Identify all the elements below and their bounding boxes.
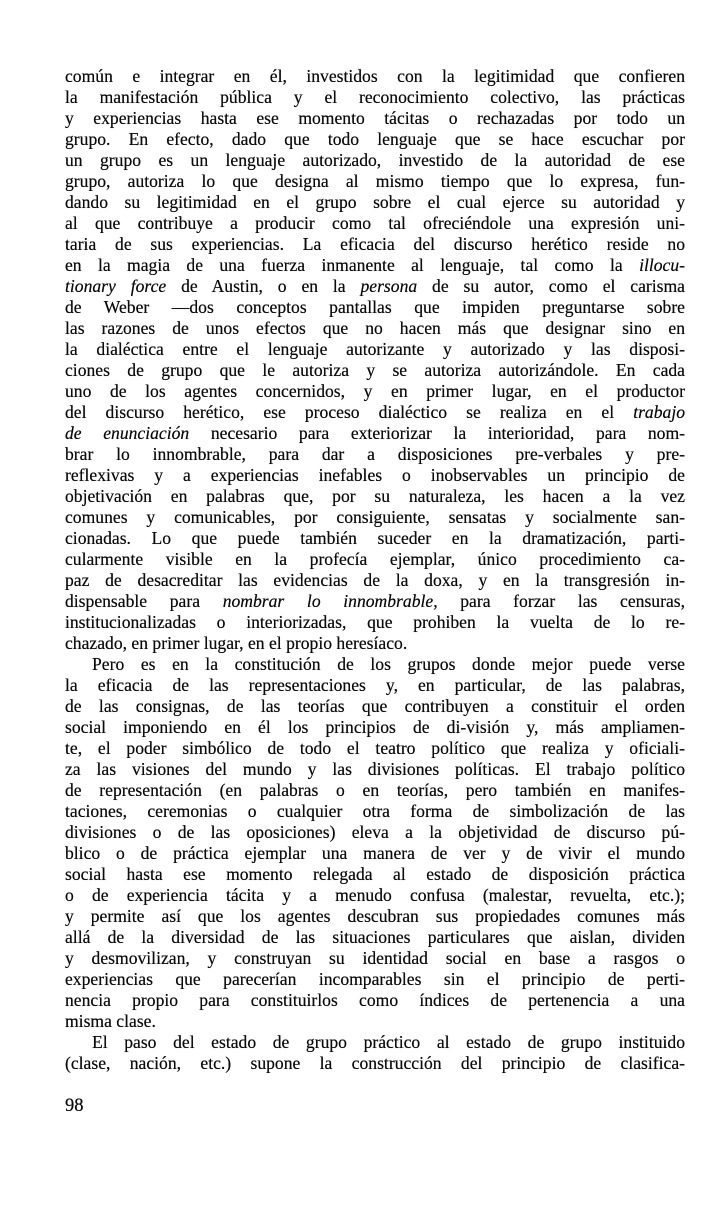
text-run: de Austin, o en la — [166, 276, 361, 296]
text-line — [65, 528, 685, 549]
text-run: uno de los agentes concernidos, y en primer lugar, en el productor — [65, 381, 685, 401]
text-line — [65, 759, 685, 780]
text-line — [65, 66, 685, 87]
text-line — [65, 339, 685, 360]
text-run: y desmovilizan, y construyan su identidad social en base a rasgos o — [65, 948, 685, 968]
text-line — [65, 255, 685, 276]
text-line — [65, 633, 685, 654]
paragraph — [65, 1032, 685, 1074]
text-run: taciones, ceremonias o cualquier otra forma de simbolización de las — [65, 801, 685, 821]
text-run: Pero es en la constitución de los grupos donde mejor puede verse — [92, 654, 685, 674]
text-line — [65, 318, 685, 339]
text-run: nencia propio para constituirlos como índices de pertenencia a una — [65, 990, 685, 1010]
italic-text-run: nombrar lo innombrable, — [222, 591, 438, 611]
text-line — [65, 171, 685, 192]
text-run: la manifestación pública y el reconocimiento colectivo, las prácticas — [65, 87, 685, 107]
text-run: las razones de unos efectos que no hacen más que designar sino en — [65, 318, 685, 338]
text-line — [65, 549, 685, 570]
text-run: de su autor, como el carisma — [417, 276, 685, 296]
text-line — [65, 822, 685, 843]
text-run: chazado, en primer lugar, en el propio heresíaco. — [65, 633, 408, 653]
text-run: un grupo es un lenguaje autorizado, investido de la autoridad de ese — [65, 150, 685, 170]
text-line — [65, 192, 685, 213]
text-run: experiencias que parecerían incomparables sin el principio de perti- — [65, 969, 685, 989]
text-run: institucionalizadas o interiorizadas, que prohiben la vuelta de lo re- — [65, 612, 685, 632]
text-run: te, el poder simbólico de todo el teatro político que realiza y oficiali- — [65, 738, 685, 758]
text-line — [65, 507, 685, 528]
text-line — [65, 360, 685, 381]
text-line — [65, 423, 685, 444]
text-line — [65, 150, 685, 171]
text-line — [65, 276, 685, 297]
italic-text-run: persona — [360, 276, 418, 296]
text-run: reflexivas y a experiencias inefables o inobservables un principio de — [65, 465, 685, 485]
text-line — [65, 297, 685, 318]
text-run: comunes y comunicables, por consiguiente, sensatas y socialmente san- — [65, 507, 685, 527]
text-line — [65, 864, 685, 885]
text-run: taria de sus experiencias. La eficacia del discurso herético reside no — [65, 234, 685, 254]
text-line — [65, 696, 685, 717]
text-run: social imponiendo en él los principios de di-visión y, más ampliamen- — [65, 717, 685, 737]
text-line — [65, 87, 685, 108]
text-run: la dialéctica entre el lenguaje autorizante y autorizado y las disposi- — [65, 339, 685, 359]
text-run: El paso del estado de grupo práctico al estado de grupo instituido — [92, 1032, 685, 1052]
text-line — [65, 1053, 685, 1074]
text-line — [65, 780, 685, 801]
text-run: dispensable para — [65, 591, 223, 611]
text-run: y experiencias hasta ese momento tácitas o rechazadas por todo un — [65, 108, 685, 128]
page-number: 98 — [65, 1096, 84, 1116]
paragraph — [65, 66, 685, 654]
text-line — [65, 213, 685, 234]
text-run: brar lo innombrable, para dar a disposiciones pre-verbales y pre- — [65, 444, 685, 464]
text-run: grupo. En efecto, dado que todo lenguaje que se hace escuchar por — [65, 129, 685, 149]
text-run: en la magia de una fuerza inmanente al lenguaje, tal como la — [65, 255, 640, 275]
text-line — [65, 444, 685, 465]
text-run: necesario para exteriorizar la interioridad, para nom- — [189, 423, 685, 443]
italic-text-run: illocu- — [639, 255, 685, 275]
page-text — [65, 66, 685, 1074]
text-run: de Weber —dos conceptos pantallas que impiden preguntarse sobre — [65, 297, 685, 317]
text-run: divisiones o de las oposiciones) eleva a la objetividad de discurso pú- — [65, 822, 685, 842]
text-line — [65, 675, 685, 696]
text-line — [65, 801, 685, 822]
text-run: dando su legitimidad en el grupo sobre el cual ejerce su autoridad y — [65, 192, 685, 212]
paragraph — [65, 654, 685, 1032]
text-line — [65, 612, 685, 633]
text-line — [65, 927, 685, 948]
text-line — [65, 1011, 685, 1032]
text-run: y permite así que los agentes descubran sus propiedades comunes más — [65, 906, 685, 926]
text-line — [65, 885, 685, 906]
text-line — [65, 969, 685, 990]
text-line — [65, 129, 685, 150]
text-line — [65, 570, 685, 591]
text-line — [65, 381, 685, 402]
text-run: social hasta ese momento relegada al estado de disposición práctica — [65, 864, 685, 884]
text-run: del discurso herético, ese proceso dialéctico se realiza en el — [65, 402, 634, 422]
text-line — [65, 486, 685, 507]
text-line — [65, 591, 685, 612]
text-line — [65, 654, 685, 675]
text-run: grupo, autoriza lo que designa al mismo tiempo que lo expresa, fun- — [65, 171, 685, 191]
text-run: de las consignas, de las teorías que contribuyen a constituir el orden — [65, 696, 685, 716]
text-run: blico o de práctica ejemplar una manera de ver y de vivir el mundo — [65, 843, 685, 863]
text-line — [65, 738, 685, 759]
text-line — [65, 234, 685, 255]
text-run: za las visiones del mundo y las divisiones políticas. El trabajo político — [65, 759, 685, 779]
text-line — [65, 108, 685, 129]
text-run: para forzar las censuras, — [437, 591, 686, 611]
text-run: objetivación en palabras que, por su naturaleza, les hacen a la vez — [65, 486, 685, 506]
text-run: o de experiencia tácita y a menudo confusa (malestar, revuelta, etc.); — [65, 885, 685, 905]
italic-text-run: trabajo — [633, 402, 685, 422]
text-run: común e integrar en él, investidos con la legitimidad que confieren — [65, 66, 685, 86]
text-line — [65, 843, 685, 864]
text-line — [65, 717, 685, 738]
text-run: cularmente visible en la profecía ejemplar, único procedimiento ca- — [65, 549, 685, 569]
text-line — [65, 402, 685, 423]
text-run: allá de la diversidad de las situaciones particulares que aislan, dividen — [65, 927, 685, 947]
text-run: de representación (en palabras o en teorías, pero también en manifes- — [65, 780, 685, 800]
text-line — [65, 465, 685, 486]
text-run: paz de desacreditar las evidencias de la doxa, y en la transgresión in- — [65, 570, 685, 590]
italic-text-run: de enunciación — [65, 423, 190, 443]
text-line — [65, 990, 685, 1011]
text-line — [65, 906, 685, 927]
text-run: misma clase. — [65, 1011, 156, 1031]
italic-text-run: tionary force — [65, 276, 167, 296]
text-run: al que contribuye a producir como tal ofreciéndole una expresión uni- — [65, 213, 685, 233]
text-run: (clase, nación, etc.) supone la construcción del principio de clasifica- — [65, 1053, 685, 1073]
text-run: ciones de grupo que le autoriza y se autoriza autorizándole. En cada — [65, 360, 685, 380]
text-run: cionadas. Lo que puede también suceder en la dramatización, parti- — [65, 528, 685, 548]
text-line — [65, 1032, 685, 1053]
text-run: la eficacia de las representaciones y, en particular, de las palabras, — [65, 675, 685, 695]
text-line — [65, 948, 685, 969]
